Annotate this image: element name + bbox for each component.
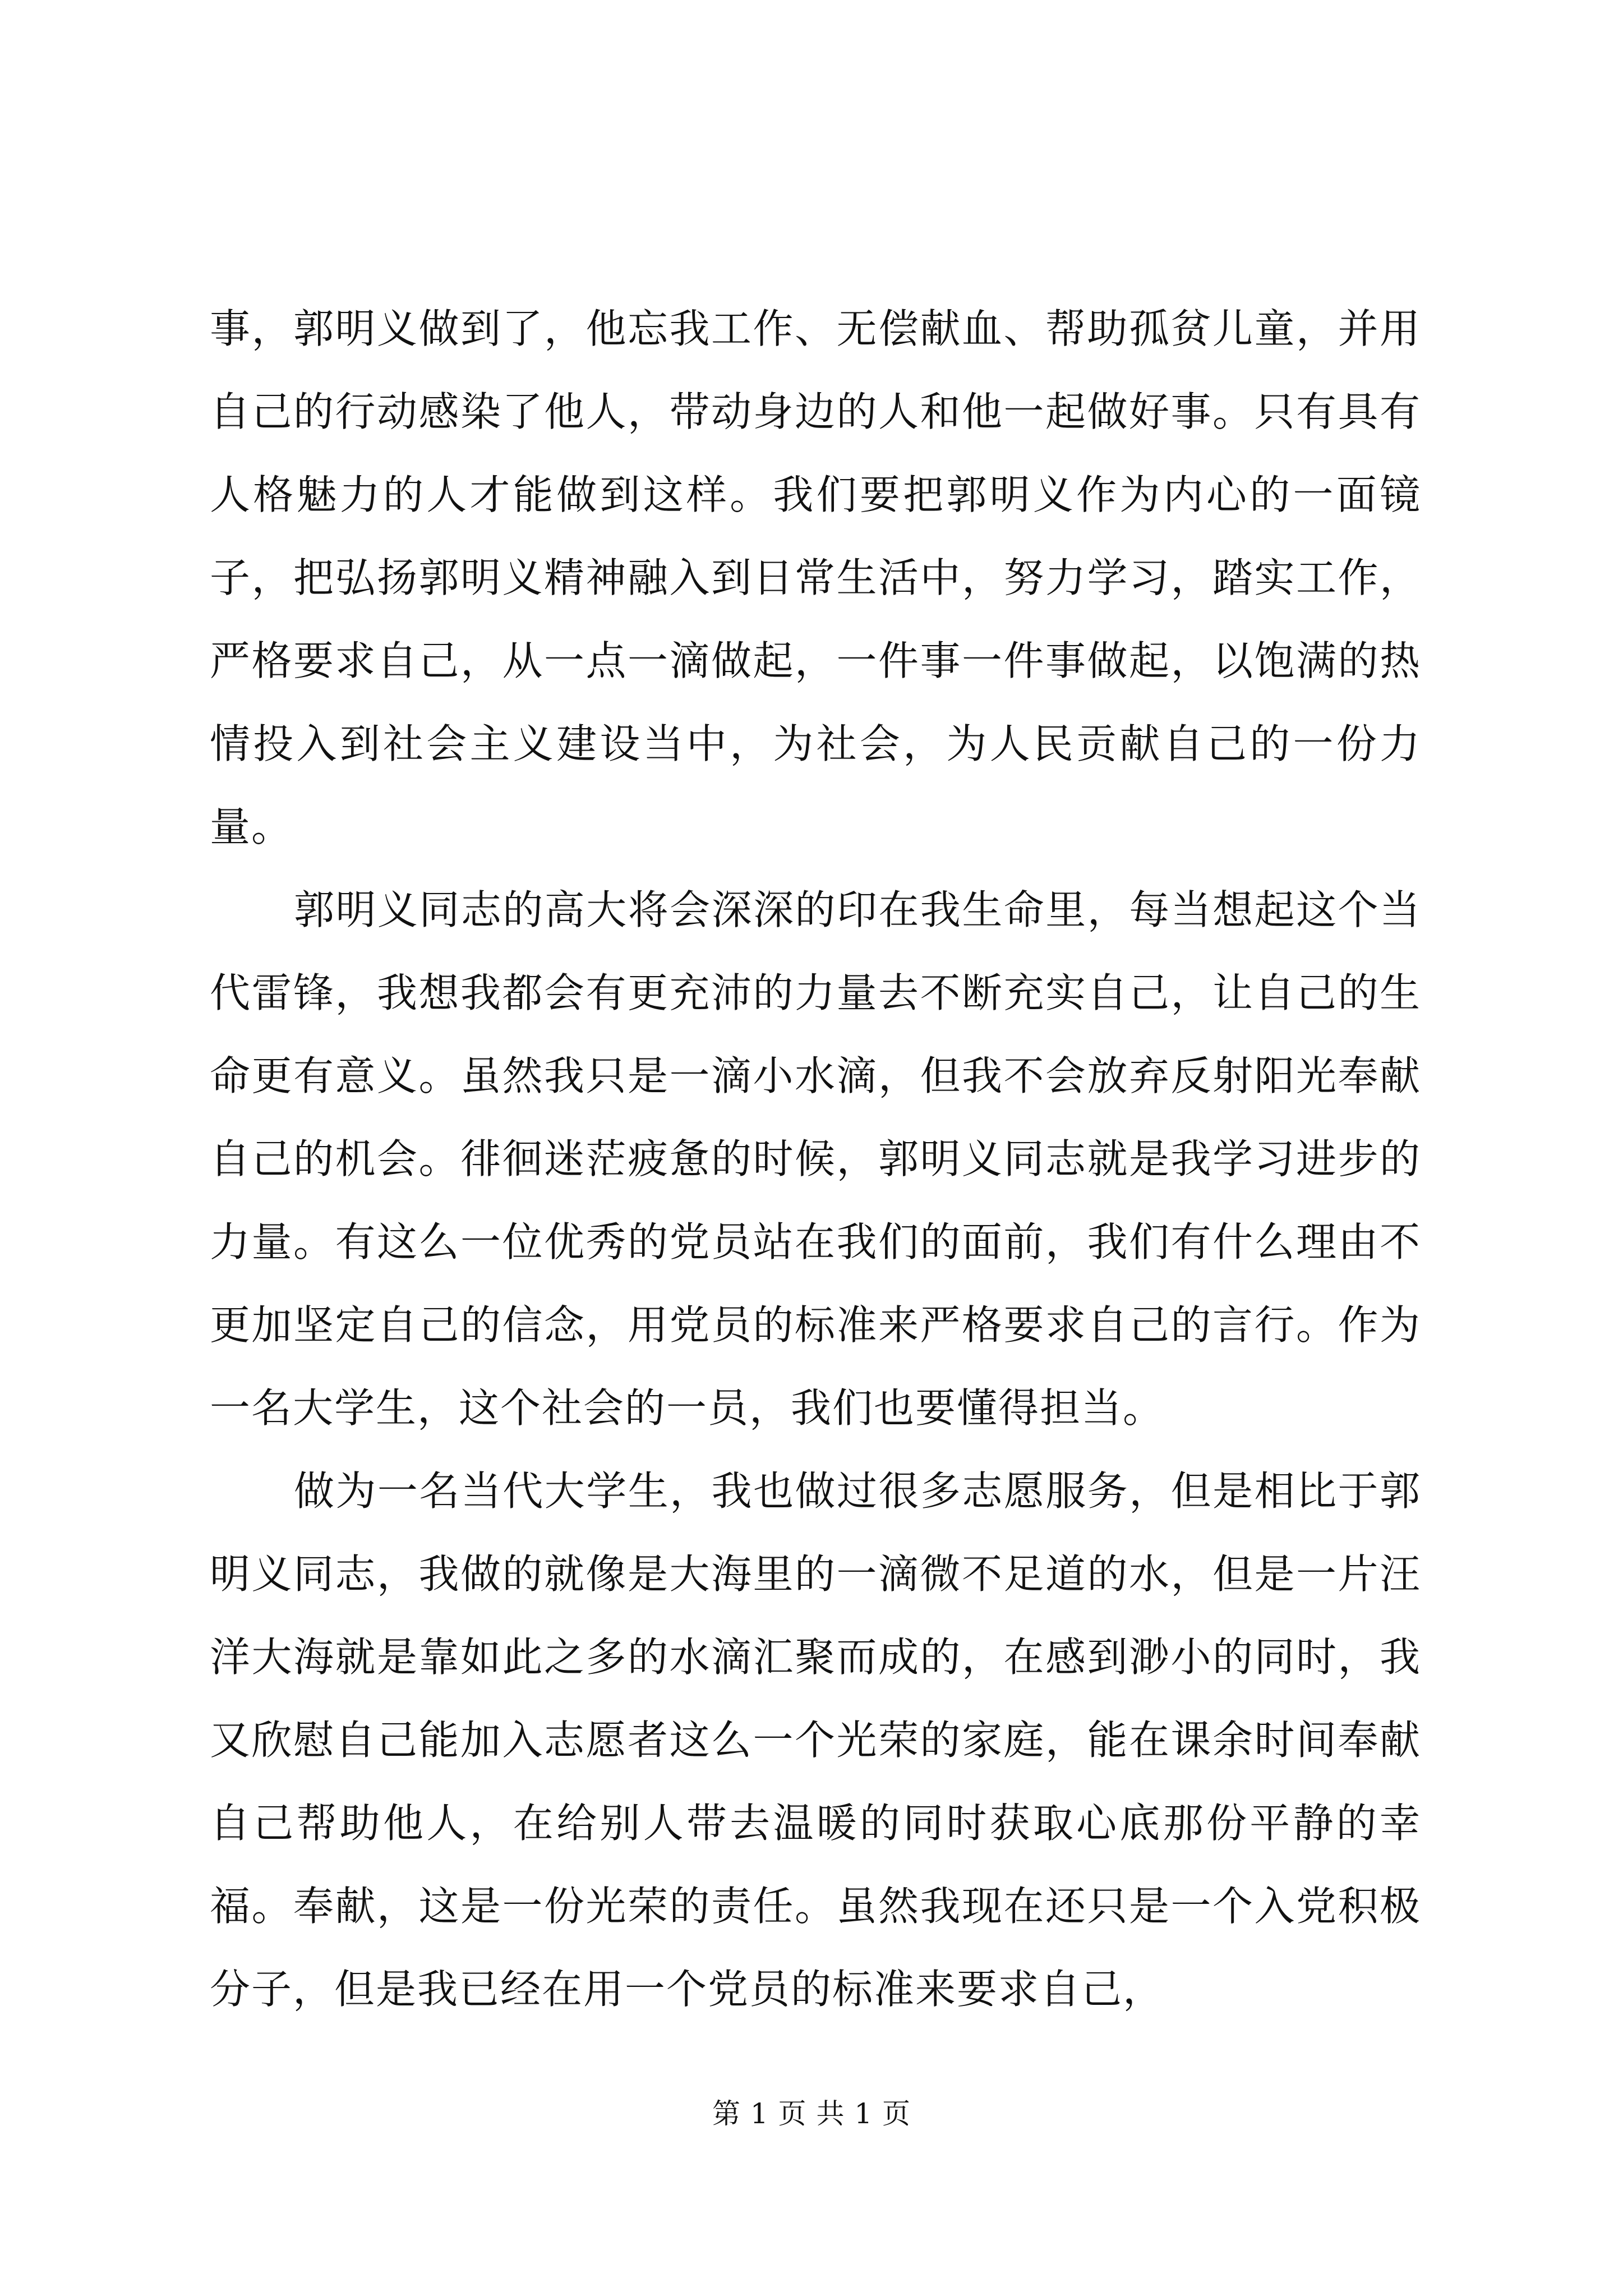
paragraph-2: 郭明义同志的高大将会深深的印在我生命里，每当想起这个当代雷锋，我想我都会有更充沛的力量去不断充实自己，让自己的生命更有意义。虽然我只是一滴小水滴，但我不会放弃反射阳光奉献自己的机会。徘徊迷茫疲惫的时候，郭明义同志就是我学习进步的力量。有这么一位优秀的党员站在我们的面前，我们有什么理由不更加坚定自己的信念，用党员的标准来严格要求自己的言行。作为一名大学生，这个社会的一员，我们也要懂得担当。 — [210, 886, 1421, 1432]
paragraph-1: 事，郭明义做到了，他忘我工作、无偿献血、帮助孤贫儿童，并用自己的行动感染了他人，带动身边的人和他一起做好事。只有具有人格魅力的人才能做到这样。我们要把郭明义作为内心的一面镜子，把弘扬郭明义精神融入到日常生活中，努力学习，踏实工作，严格要求自己，从一点一滴做起，一件事一件事做起，以饱满的热情投入到社会主义建设当中，为社会，为人民贡献自己的一份力量。 — [210, 305, 1421, 850]
page-footer — [0, 2097, 1623, 2131]
paragraph-3: 做为一名当代大学生，我也做过很多志愿服务，但是相比于郭明义同志，我做的就像是大海里的一滴微不足道的水，但是一片汪洋大海就是靠如此之多的水滴汇聚而成的，在感到渺小的同时，我又欣慰自己能加入志愿者这么一个光荣的家庭，能在课余时间奉献自己帮助他人，在给别人带去温暖的同时获取心底那份平静的幸福。奉献，这是一份光荣的责任。虽然我现在还只是一个入党积极分子，但是我已经在用一个党员的标准来要求自己， — [210, 1467, 1421, 2013]
document-body — [210, 287, 1421, 2031]
page-number-label: 第 1 页 共 1 页 — [712, 2097, 911, 2130]
